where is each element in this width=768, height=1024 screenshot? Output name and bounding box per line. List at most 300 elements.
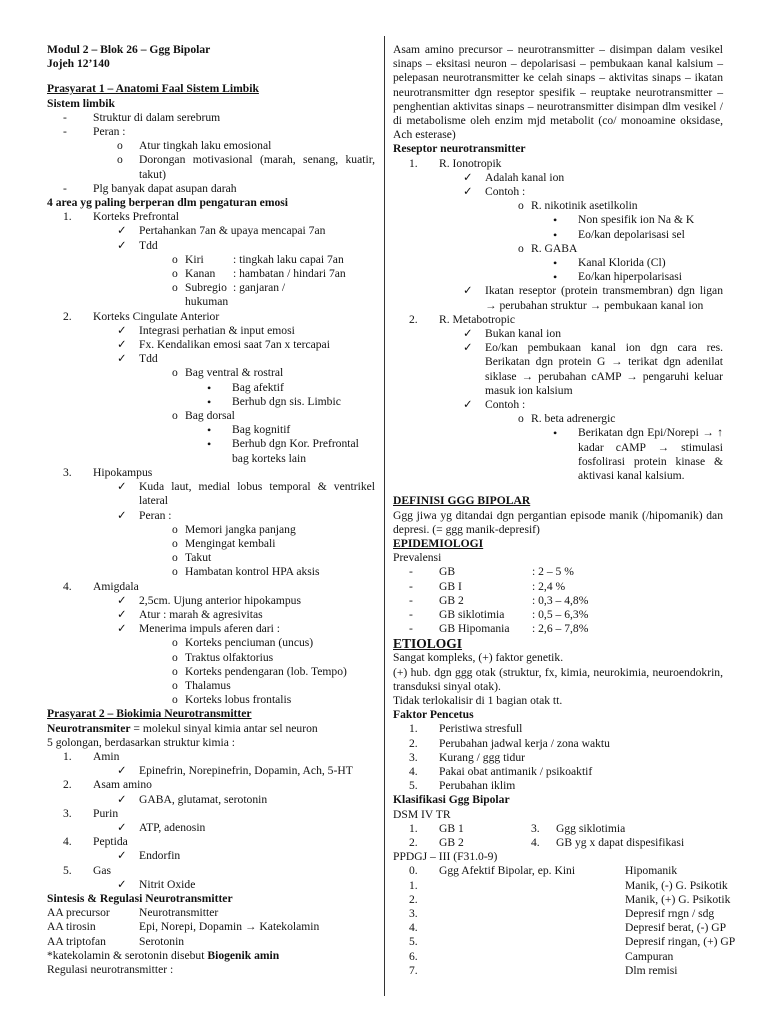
line-text: 4 area yg paling berperan dlm pengaturan emosi xyxy=(47,196,289,210)
text-line xyxy=(47,352,375,366)
line-text: Prevalensi xyxy=(393,551,442,565)
text-line xyxy=(47,693,375,707)
text-line xyxy=(47,423,375,437)
line-text: Tdd xyxy=(139,238,158,252)
text-line xyxy=(393,765,723,779)
line-text: Bukan kanal ion xyxy=(485,327,561,341)
line-text: Berikatan dgn Epi/Norepi → ↑ kadar cAMP → stimulasi fosfolirasi protein kinase & aktivasi kanal kalsium. xyxy=(578,426,723,483)
line-text: Atur tingkah laku emosional xyxy=(139,139,272,153)
list-marker: 2. xyxy=(63,309,72,323)
list-marker: o xyxy=(172,536,178,550)
line-text: Kiri xyxy=(185,252,204,266)
text-line xyxy=(393,935,736,949)
line-value: : hambatan / hindari 7an xyxy=(233,267,346,281)
line-text: (+) hub. dgn ggg otak (struktur, fx, kimia, neurokimia, neuroendokrin, transduksi sinyal otak). xyxy=(393,665,723,693)
line-text: Perubahan iklim xyxy=(439,779,516,793)
line-text: Bag afektif xyxy=(232,380,284,394)
list-marker: 5. xyxy=(409,935,418,949)
line-text: R. beta adrenergic xyxy=(531,412,616,426)
list-marker: 1. xyxy=(409,821,418,835)
text-line xyxy=(393,594,723,608)
line-text: Korteks Prefrontal xyxy=(93,210,179,224)
text-line xyxy=(393,950,723,964)
text-line xyxy=(47,651,375,665)
text-line xyxy=(393,878,728,893)
list-marker: o xyxy=(172,551,178,565)
line-value: Epi, Norepi, Dopamin → Katekolamin xyxy=(139,920,320,934)
text-line xyxy=(47,665,375,679)
line-text: Non spesifik ion Na & K xyxy=(578,213,695,227)
line-text: Bag ventral & rostral xyxy=(185,366,284,380)
list-marker: o xyxy=(518,241,524,255)
text-line xyxy=(393,341,723,398)
line-text: Regulasi neurotransmitter : xyxy=(47,963,174,976)
list-marker: 2. xyxy=(409,312,418,326)
text-line xyxy=(47,182,375,196)
text-line xyxy=(393,327,723,341)
line-value: : 2,6 – 7,8% xyxy=(532,622,589,636)
list-marker: o xyxy=(518,412,524,426)
list-marker: • xyxy=(553,270,558,285)
list-marker: o xyxy=(117,153,123,167)
text-line xyxy=(393,580,723,594)
text-line xyxy=(393,651,723,665)
line-text: Kanan xyxy=(185,267,216,281)
text-line xyxy=(47,679,375,693)
line-text: Korteks pendengaran (lob. Tempo) xyxy=(185,664,347,678)
line-text: Reseptor neurotransmitter xyxy=(393,142,526,156)
text-line xyxy=(393,565,723,579)
text-line xyxy=(47,224,375,238)
list-marker: ✓ xyxy=(117,593,127,607)
text-line xyxy=(47,466,375,480)
line-text: Amigdala xyxy=(93,579,139,593)
line-text: Fx. Kendalikan emosi saat 7an x tercapai xyxy=(139,338,330,352)
text-line xyxy=(47,509,375,523)
line-value: Depresif ringan, (+) GP xyxy=(625,935,736,949)
list-marker: ✓ xyxy=(463,341,473,355)
list-marker: - xyxy=(63,110,67,124)
text-line xyxy=(47,267,375,281)
text-line xyxy=(393,43,723,142)
text-line xyxy=(47,764,375,778)
list-marker: o xyxy=(518,199,524,213)
text-line xyxy=(47,310,375,324)
list-marker: ✓ xyxy=(463,185,473,199)
line-text: Bag dorsal xyxy=(185,409,235,423)
line-text: bag korteks lain xyxy=(232,451,307,465)
list-marker: ✓ xyxy=(117,622,127,636)
text-line xyxy=(47,580,375,594)
line-text: Mengingat kembali xyxy=(185,536,276,550)
line-value: Depresif berat, (-) GP xyxy=(625,921,727,935)
line-text: Menerima impuls aferen dari : xyxy=(139,622,281,636)
line-text: Asam amino xyxy=(93,778,152,792)
text-line xyxy=(47,71,375,82)
text-line xyxy=(393,793,723,807)
list-marker: o xyxy=(117,139,123,153)
text-line xyxy=(393,892,731,907)
text-line xyxy=(393,313,723,327)
line-text: Peran : xyxy=(93,125,126,139)
line-text: Nitrit Oxide xyxy=(139,877,196,891)
text-line xyxy=(47,125,375,139)
line-text: Traktus olfaktorius xyxy=(185,650,274,664)
text-line xyxy=(47,537,375,551)
list-marker: - xyxy=(409,593,413,607)
line-text: Hambatan kontrol HPA aksis xyxy=(185,565,320,579)
list-marker: ✓ xyxy=(117,792,127,806)
line-text: Korteks penciuman (uncus) xyxy=(185,636,314,650)
text-line xyxy=(47,594,375,608)
line-text: Purin xyxy=(93,806,119,820)
list-marker: ✓ xyxy=(117,607,127,621)
text-line xyxy=(393,494,723,508)
line-text: Dorongan motivasional (marah, senang, kuatir, takut) xyxy=(139,153,375,181)
line-text: Modul 2 – Blok 26 – Ggg Bipolar xyxy=(47,43,211,56)
text-line xyxy=(47,878,375,892)
list-marker: o xyxy=(172,252,178,266)
line-value: Biogenik amin xyxy=(207,948,280,962)
text-line xyxy=(47,338,375,352)
line-text: Sangat kompleks, (+) faktor genetik. xyxy=(393,651,564,665)
text-line xyxy=(47,139,375,153)
text-line xyxy=(47,821,375,835)
list-marker: o xyxy=(172,267,178,281)
text-line xyxy=(393,256,723,270)
text-line xyxy=(47,295,375,309)
list-marker: ✓ xyxy=(117,224,127,238)
text-line xyxy=(47,750,375,764)
text-line xyxy=(47,57,375,71)
line-text: Struktur di dalam serebrum xyxy=(93,110,221,124)
text-line xyxy=(47,43,375,57)
line-text: GB 2 xyxy=(439,593,464,607)
line-value: : 0,5 – 6,3% xyxy=(532,607,589,621)
line-value: : tingkah laku capai 7an xyxy=(233,252,344,266)
list-marker: 2. xyxy=(409,892,418,906)
text-line xyxy=(393,426,723,483)
text-line xyxy=(47,864,375,878)
line-text: Eo/kan hiperpolarisasi xyxy=(578,270,682,284)
list-marker: 7. xyxy=(409,963,418,977)
line-text: Eo/kan depolarisasi sel xyxy=(578,227,685,241)
text-line xyxy=(393,185,723,199)
line-text: Thalamus xyxy=(185,678,231,692)
list-marker: - xyxy=(63,181,67,195)
list-marker: 4. xyxy=(531,835,540,849)
list-marker: 3. xyxy=(531,821,540,835)
list-marker: 1. xyxy=(63,210,72,224)
line-text: Pertahankan 7an & upaya mencapai 7an xyxy=(139,224,326,238)
line-text: Plg banyak dapat asupan darah xyxy=(93,181,237,195)
line-value: : 0,3 – 4,8% xyxy=(532,593,589,607)
list-marker: 2. xyxy=(63,778,72,792)
text-line xyxy=(393,537,723,551)
list-marker: • xyxy=(207,394,212,409)
line-text: AA tirosin xyxy=(47,920,96,934)
line-value: : 2 – 5 % xyxy=(532,565,574,579)
line-text: Kurang / ggg tidur xyxy=(439,750,525,764)
text-line xyxy=(47,835,375,849)
list-marker: 3. xyxy=(409,906,418,920)
left-column xyxy=(47,43,375,977)
line-text: *katekolamin & serotonin disebut xyxy=(47,948,208,962)
list-marker: ✓ xyxy=(117,323,127,337)
line-text: Tidak terlokalisir di 1 bagian otak tt. xyxy=(393,693,563,707)
text-line xyxy=(393,157,723,171)
list-marker: - xyxy=(63,125,67,139)
text-line xyxy=(47,906,375,920)
line-text: Klasifikasi Ggg Bipolar xyxy=(393,793,510,807)
text-line xyxy=(393,551,723,565)
text-line xyxy=(393,199,723,213)
line-text: Korteks Cingulate Anterior xyxy=(93,309,220,323)
line-text: Amin xyxy=(93,749,120,763)
list-marker: 2. xyxy=(409,736,418,750)
list-marker: o xyxy=(172,409,178,423)
list-marker: 5. xyxy=(409,779,418,793)
text-line xyxy=(393,921,727,935)
list-marker: o xyxy=(172,636,178,650)
line-text: 2,5cm. Ujung anterior hipokampus xyxy=(139,593,301,607)
text-line xyxy=(393,412,723,426)
list-marker: o xyxy=(172,650,178,664)
list-marker: ✓ xyxy=(117,508,127,522)
line-value: : 2,4 % xyxy=(532,579,566,593)
list-marker: ✓ xyxy=(117,764,127,778)
list-marker: - xyxy=(409,579,413,593)
text-line xyxy=(47,636,375,650)
text-line xyxy=(393,142,723,156)
line-value: Manik, (-) G. Psikotik xyxy=(625,878,728,892)
line-value: : ganjaran / xyxy=(233,281,286,295)
text-line xyxy=(393,171,723,185)
text-line xyxy=(47,452,375,466)
text-line xyxy=(393,850,723,864)
text-line xyxy=(47,97,375,111)
text-line xyxy=(393,694,723,708)
line-text: GB siklotimia xyxy=(439,607,505,621)
line-text: Kuda laut, medial lobus temporal & ventrikel lateral xyxy=(139,480,375,508)
list-marker: o xyxy=(172,281,178,295)
list-marker: o xyxy=(172,693,178,707)
line-text: Contoh : xyxy=(485,185,526,199)
line-text: Peptida xyxy=(93,835,128,849)
line-text: Prasyarat 2 – Biokimia Neurotransmitter xyxy=(47,707,252,721)
text-line xyxy=(47,551,375,565)
list-marker: 4. xyxy=(63,835,72,849)
list-marker: 0. xyxy=(409,864,418,878)
line-text: AA triptofan xyxy=(47,934,106,948)
line-text: Faktor Pencetus xyxy=(393,708,474,722)
line-text: Atur : marah & agresivitas xyxy=(139,607,263,621)
text-line xyxy=(393,708,723,722)
text-line xyxy=(47,366,375,380)
right-column xyxy=(393,43,736,978)
text-line xyxy=(393,864,723,878)
text-line xyxy=(47,608,375,622)
line-text: Berhub dgn sis. Limbic xyxy=(232,394,341,408)
text-line xyxy=(47,480,375,508)
text-line xyxy=(47,622,375,636)
list-marker: • xyxy=(553,213,558,228)
text-line xyxy=(47,437,375,451)
text-line xyxy=(47,736,375,750)
line-text: Pakai obat antimanik / psikoaktif xyxy=(439,764,593,778)
list-marker: ✓ xyxy=(463,284,473,298)
text-line xyxy=(393,228,723,242)
line-value: GB yg x dapat dispesifikasi xyxy=(556,835,685,849)
line-value: Depresif rngn / sdg xyxy=(625,906,715,920)
line-text: R. Ionotropik xyxy=(439,156,502,170)
text-line xyxy=(393,822,723,836)
text-line xyxy=(47,239,375,253)
text-line xyxy=(393,213,723,227)
list-marker: ✓ xyxy=(463,327,473,341)
line-text: GB Hipomania xyxy=(439,622,510,636)
line-text: Tdd xyxy=(139,352,158,366)
text-line xyxy=(47,935,375,949)
text-line xyxy=(393,737,723,751)
text-line xyxy=(47,565,375,579)
text-line xyxy=(47,793,375,807)
line-value: Dlm remisi xyxy=(625,963,678,977)
list-marker: 1. xyxy=(409,722,418,736)
list-marker: 3. xyxy=(63,465,72,479)
text-line xyxy=(393,907,723,921)
text-line xyxy=(47,778,375,792)
list-marker: 1. xyxy=(63,749,72,763)
text-line xyxy=(47,963,375,977)
list-marker: 4. xyxy=(409,921,418,935)
text-line xyxy=(393,284,723,312)
line-text: DEFINISI GGG BIPOLAR xyxy=(393,494,531,508)
list-marker: ✓ xyxy=(117,480,127,494)
text-line xyxy=(393,509,723,537)
line-text: Berhub dgn Kor. Prefrontal xyxy=(232,437,359,451)
line-text: GB I xyxy=(439,579,462,593)
line-text: Kanal Klorida (Cl) xyxy=(578,256,666,270)
list-marker: • xyxy=(207,380,212,395)
list-marker: - xyxy=(409,607,413,621)
text-line xyxy=(47,949,375,963)
line-text: PPDGJ – III (F31.0-9) xyxy=(393,850,498,864)
line-text: Eo/kan pembukaan kanal ion dgn cara res. Berikatan dgn protein G → terikat dgn adenilat siklase → perubahan cAMP → pengaruhi keluar masuk ion kalsium xyxy=(485,341,723,397)
text-line xyxy=(393,722,723,736)
list-marker: 2. xyxy=(409,835,418,849)
line-text: Hipokampus xyxy=(93,465,153,479)
list-marker: 4. xyxy=(409,764,418,778)
line-text: Contoh : xyxy=(485,398,526,412)
text-line xyxy=(393,242,723,256)
list-marker: 6. xyxy=(409,949,418,963)
line-text: Perubahan jadwal kerja / zona waktu xyxy=(439,736,610,750)
text-line xyxy=(47,722,375,736)
text-line xyxy=(393,483,723,494)
text-line xyxy=(47,153,375,181)
list-marker: • xyxy=(553,256,558,271)
line-text: Sistem limbik xyxy=(47,96,115,110)
line-text: Asam amino precursor – neurotransmitter – disimpan dalam vesikel sinaps – eksitasi neuron – depolarisasi – pembukaan kanal kalsium – pelepasan neurotransmitter ke celah sinaps – aktivitas sinaps – ikatan neurotransmitter dgn reseptor spesifik – reuptake neurotransmitter – penghentian aktivitas sinaps – neurotransmitter disimpan dlm vesikel / di metabolisme oleh enzim mjd metabolit (co/ monoamine oksidase, Ach esterase) xyxy=(393,43,723,142)
text-line xyxy=(47,324,375,338)
line-text: Endorfin xyxy=(139,849,181,863)
list-marker: 3. xyxy=(63,806,72,820)
line-text: GB 2 xyxy=(439,835,464,849)
line-text: EPIDEMIOLOGI xyxy=(393,536,484,550)
line-text: Sintesis & Regulasi Neurotransmitter xyxy=(47,891,233,905)
text-line xyxy=(393,751,723,765)
line-text: Ikatan reseptor (protein transmembran) dgn ligan → perubahan struktur → pembukaan kanal ion xyxy=(485,284,723,312)
text-line xyxy=(47,253,375,267)
line-value: Ggg siklotimia xyxy=(556,821,626,835)
list-marker: ✓ xyxy=(463,398,473,412)
text-line xyxy=(47,892,375,906)
line-text: Ggg jiwa yg ditandai dgn pergantian episode manik (/hipomanik) dan depresi. (= ggg manik-depresif) xyxy=(393,508,723,536)
text-line xyxy=(47,849,375,863)
text-line xyxy=(47,210,375,224)
list-marker: • xyxy=(553,227,558,242)
text-line xyxy=(47,807,375,821)
line-text: Prasyarat 1 – Anatomi Faal Sistem Limbik xyxy=(47,82,259,96)
list-marker: o xyxy=(172,678,178,692)
list-marker: o xyxy=(172,522,178,536)
line-text: Jojeh 12’140 xyxy=(47,57,110,71)
list-marker: ✓ xyxy=(117,352,127,366)
list-marker: • xyxy=(207,423,212,438)
line-text: Neurotransmiter xyxy=(47,721,131,735)
list-marker: 5. xyxy=(63,863,72,877)
column-divider xyxy=(384,36,385,996)
list-marker: o xyxy=(172,664,178,678)
text-line xyxy=(47,381,375,395)
line-text: ETIOLOGI xyxy=(393,636,463,652)
list-marker: • xyxy=(207,437,212,452)
text-line xyxy=(393,779,723,793)
text-line xyxy=(393,622,723,636)
list-marker: ✓ xyxy=(117,238,127,252)
text-line xyxy=(47,111,375,125)
text-line xyxy=(47,281,375,295)
line-text: Peristiwa stresfull xyxy=(439,722,523,736)
line-text: AA precursor xyxy=(47,906,110,920)
line-text: R. GABA xyxy=(531,241,578,255)
text-line xyxy=(47,196,375,210)
line-text: Memori jangka panjang xyxy=(185,522,296,536)
list-marker: o xyxy=(172,366,178,380)
line-text: Takut xyxy=(185,551,212,565)
text-line xyxy=(393,608,723,622)
line-text: Adalah kanal ion xyxy=(485,170,565,184)
text-line xyxy=(47,920,375,934)
list-marker: ✓ xyxy=(117,820,127,834)
list-marker: 1. xyxy=(409,156,418,170)
list-marker: • xyxy=(553,426,558,441)
list-marker: - xyxy=(409,622,413,636)
text-line xyxy=(393,398,723,412)
text-line xyxy=(47,395,375,409)
line-text: R. Metabotropic xyxy=(439,312,515,326)
line-value: = molekul sinyal kimia antar sel neuron xyxy=(130,721,318,735)
line-text: R. nikotinik asetilkolin xyxy=(531,199,638,213)
line-text: ATP, adenosin xyxy=(139,820,206,834)
line-text: GABA, glutamat, serotonin xyxy=(139,792,268,806)
list-marker: 1. xyxy=(409,878,418,892)
text-line xyxy=(47,409,375,423)
list-marker: - xyxy=(409,565,413,579)
line-text: Peran : xyxy=(139,508,172,522)
text-line xyxy=(47,82,375,96)
